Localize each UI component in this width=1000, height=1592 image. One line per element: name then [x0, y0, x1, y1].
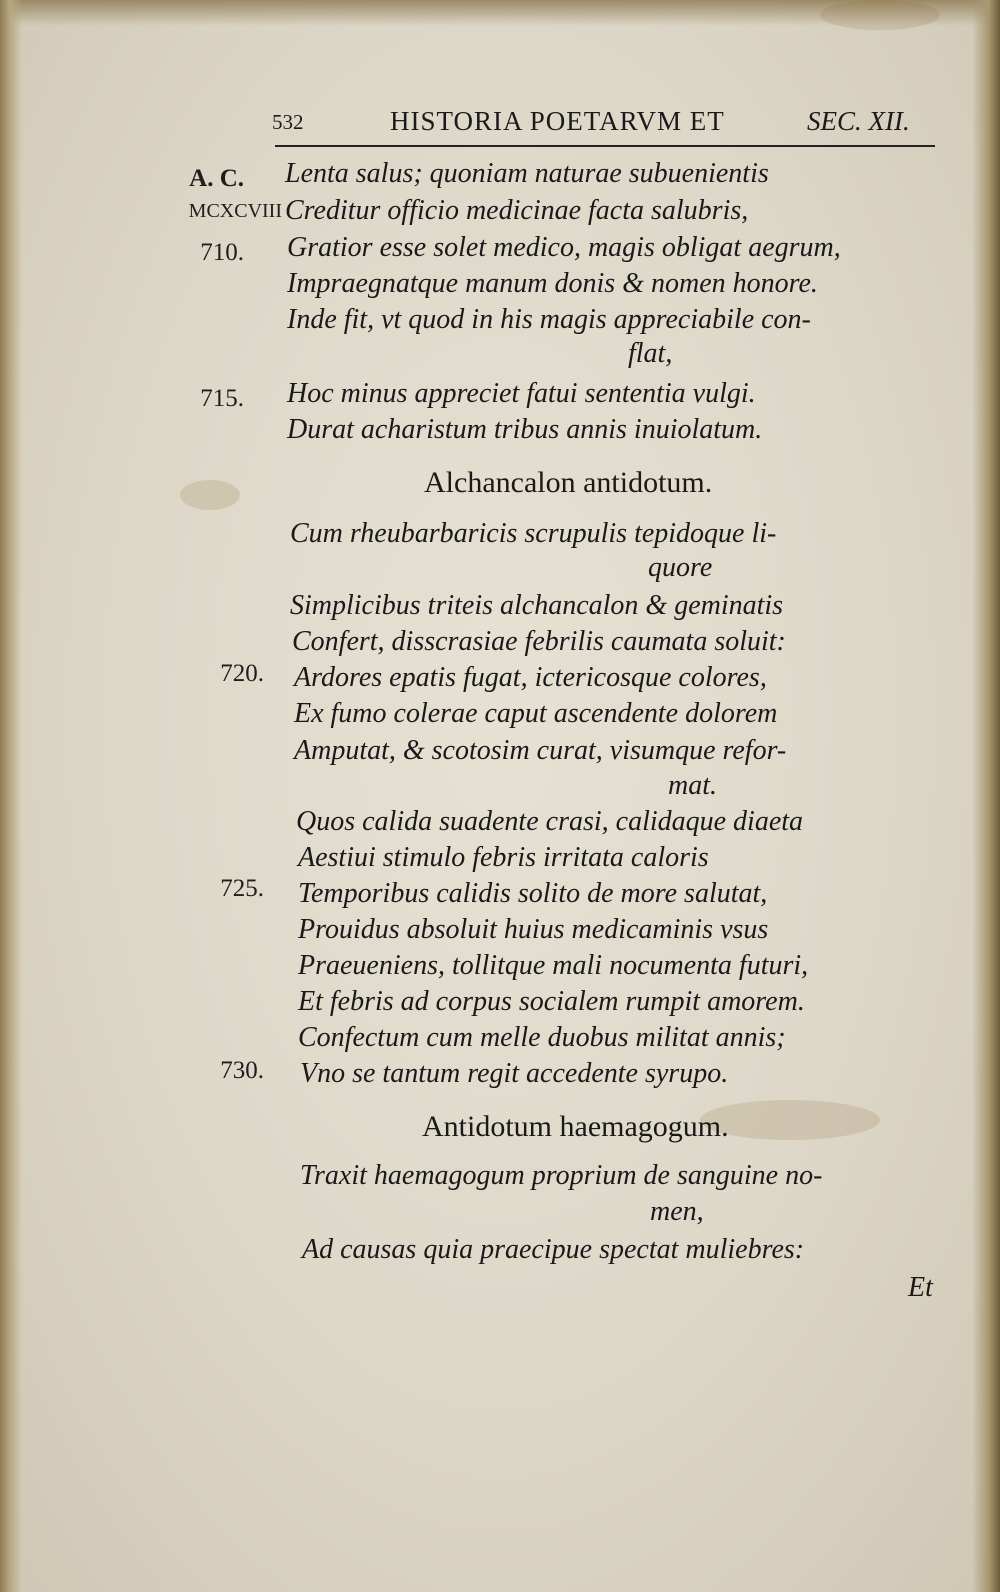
- paper-stain: [820, 0, 940, 30]
- verse-line: Confert, disscrasiae febrilis caumata soluit:: [292, 626, 786, 657]
- section-label: SEC. XII.: [807, 106, 910, 136]
- verse-line: Cum rheubarbaricis scrupulis tepidoque li-: [290, 518, 777, 549]
- running-title: HISTORIA POETARVM ET: [390, 106, 725, 136]
- margin-line-number: 720.: [220, 660, 264, 687]
- verse-line: Aestiui stimulo febris irritata caloris: [298, 842, 709, 873]
- verse-line: Traxit haemagogum proprium de sanguine no-: [300, 1160, 823, 1191]
- catchword: Et: [908, 1272, 933, 1303]
- verse-line: Vno se tantum regit accedente syrupo.: [300, 1058, 729, 1089]
- verse-line: Hoc minus appreciet fatui sententia vulgi.: [287, 378, 756, 409]
- verse-line: Ad causas quia praecipue spectat muliebres:: [302, 1234, 805, 1265]
- verse-line-continuation: quore: [648, 552, 713, 583]
- verse-line: Praeueniens, tollitque mali nocumenta futuri,: [298, 950, 809, 981]
- section-heading: Alchancalon antidotum.: [424, 466, 713, 499]
- verse-line: Lenta salus; quoniam naturae subuenientis: [285, 158, 769, 189]
- verse-line: Creditur officio medicinae facta salubris,: [285, 195, 749, 226]
- margin-year: MCXCVIII: [188, 200, 282, 222]
- margin-era: A. C.: [189, 165, 244, 192]
- running-header: [272, 104, 922, 144]
- verse-line: Impraegnatque manum donis & nomen honore.: [287, 268, 818, 299]
- verse-line: Durat acharistum tribus annis inuiolatum.: [287, 414, 763, 445]
- verse-line: Simplicibus triteis alchancalon & geminatis: [290, 590, 784, 621]
- section-heading: Antidotum haemagogum.: [422, 1110, 729, 1143]
- verse-line-continuation: men,: [650, 1196, 704, 1227]
- page-edge-left: [0, 0, 22, 1592]
- verse-line: Ardores epatis fugat, ictericosque colores,: [294, 662, 767, 693]
- verse-line: Confectum cum melle duobus militat annis;: [298, 1022, 786, 1053]
- verse-line-continuation: mat.: [668, 770, 717, 801]
- verse-line: Gratior esse solet medico, magis obligat aegrum,: [287, 232, 841, 263]
- verse-line: Et febris ad corpus socialem rumpit amorem.: [298, 986, 805, 1017]
- verse-line: Amputat, & scotosim curat, visumque refor-: [294, 735, 787, 766]
- page-number: 532: [272, 110, 304, 134]
- verse-line: Inde fit, vt quod in his magis appreciabile con-: [287, 304, 811, 335]
- margin-line-number: 715.: [200, 385, 244, 412]
- verse-line: Ex fumo colerae caput ascendente dolorem: [294, 698, 778, 729]
- margin-line-number: 725.: [220, 875, 264, 902]
- margin-line-number: 730.: [220, 1057, 264, 1084]
- paper-stain: [180, 480, 240, 510]
- margin-line-number: 710.: [200, 239, 244, 266]
- verse-line: Quos calida suadente crasi, calidaque diaeta: [296, 806, 804, 837]
- verse-line-continuation: flat,: [628, 338, 673, 369]
- page-edge-right: [972, 0, 1000, 1592]
- verse-line: Prouidus absoluit huius medicaminis vsus: [298, 914, 769, 945]
- verse-line: Temporibus calidis solito de more salutat,: [298, 878, 768, 909]
- header-rule: [275, 145, 935, 147]
